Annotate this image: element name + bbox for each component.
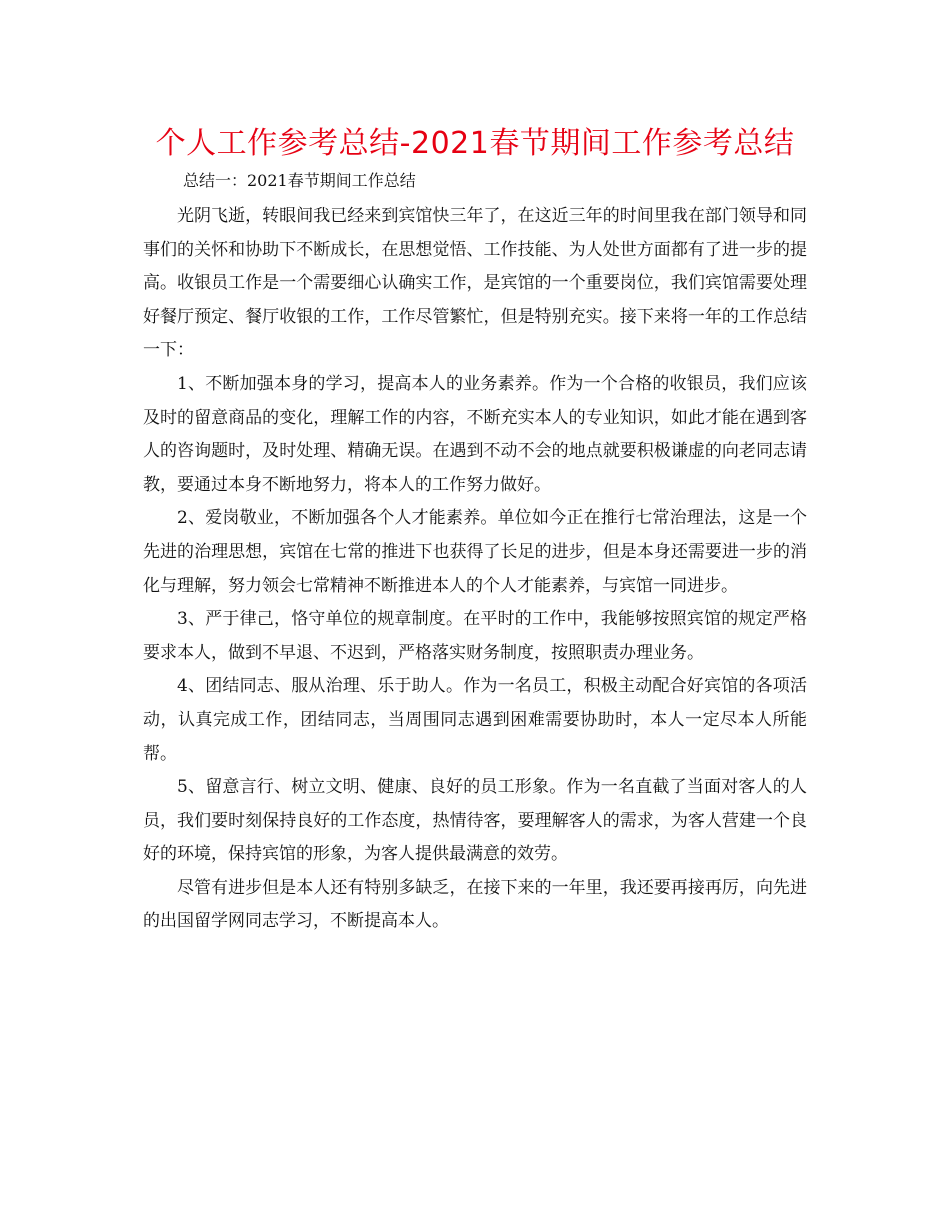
point-3-paragraph: 3、严于律己，恪守单位的规章制度。在平时的工作中，我能够按照宾馆的规定严格要求本人，做到不早退、不迟到，严格落实财务制度，按照职责办理业务。 <box>143 609 807 663</box>
document-title: 个人工作参考总结-2021春节期间工作参考总结 <box>155 126 795 161</box>
document-body <box>143 200 807 939</box>
point-1-paragraph: 1、不断加强本身的学习，提高本人的业务素养。作为一个合格的收银员，我们应该及时的留意商品的变化，理解工作的内容，不断充实本人的专业知识，如此才能在遇到客人的咨询题时，及时处理、精确无误。在遇到不动不会的地点就要积极谦虚的向老同志请教，要通过本身不断地努力，将本人的工作努力做好。 <box>143 373 807 495</box>
point-5-paragraph: 5、留意言行、树立文明、健康、良好的员工形象。作为一名直截了当面对客人的人员，我们要时刻保持良好的工作态度，热情待客，要理解客人的需求，为客人营建一个良好的环境，保持宾馆的形象，为客人提供最满意的效劳。 <box>143 777 807 865</box>
point-2-paragraph: 2、爱岗敬业，不断加强各个人才能素养。单位如今正在推行七常治理法，这是一个先进的治理思想，宾馆在七常的推进下也获得了长足的进步，但是本身还需要进一步的消化与理解，努力领会七常精神不断推进本人的个人才能素养，与宾馆一同进步。 <box>143 508 807 596</box>
intro-paragraph: 光阴飞逝，转眼间我已经来到宾馆快三年了，在这近三年的时间里我在部门领导和同事们的关怀和协助下不断成长，在思想觉悟、工作技能、为人处世方面都有了进一步的提高。收银员工作是一个需要细心认确实工作，是宾馆的一个重要岗位，我们宾馆需要处理好餐厅预定、餐厅收银的工作，工作尽管繁忙，但是特别充实。接下来将一年的工作总结一下： <box>143 206 807 361</box>
document-subtitle: 总结一：2021春节期间工作总结 <box>183 171 416 190</box>
closing-paragraph: 尽管有进步但是本人还有特别多缺乏，在接下来的一年里，我还要再接再厉，向先进的出国留学网同志学习，不断提高本人。 <box>143 877 807 932</box>
point-4-paragraph: 4、团结同志、服从治理、乐于助人。作为一名员工，积极主动配合好宾馆的各项活动，认真完成工作，团结同志，当周围同志遇到困难需要协助时，本人一定尽本人所能帮。 <box>143 676 807 764</box>
